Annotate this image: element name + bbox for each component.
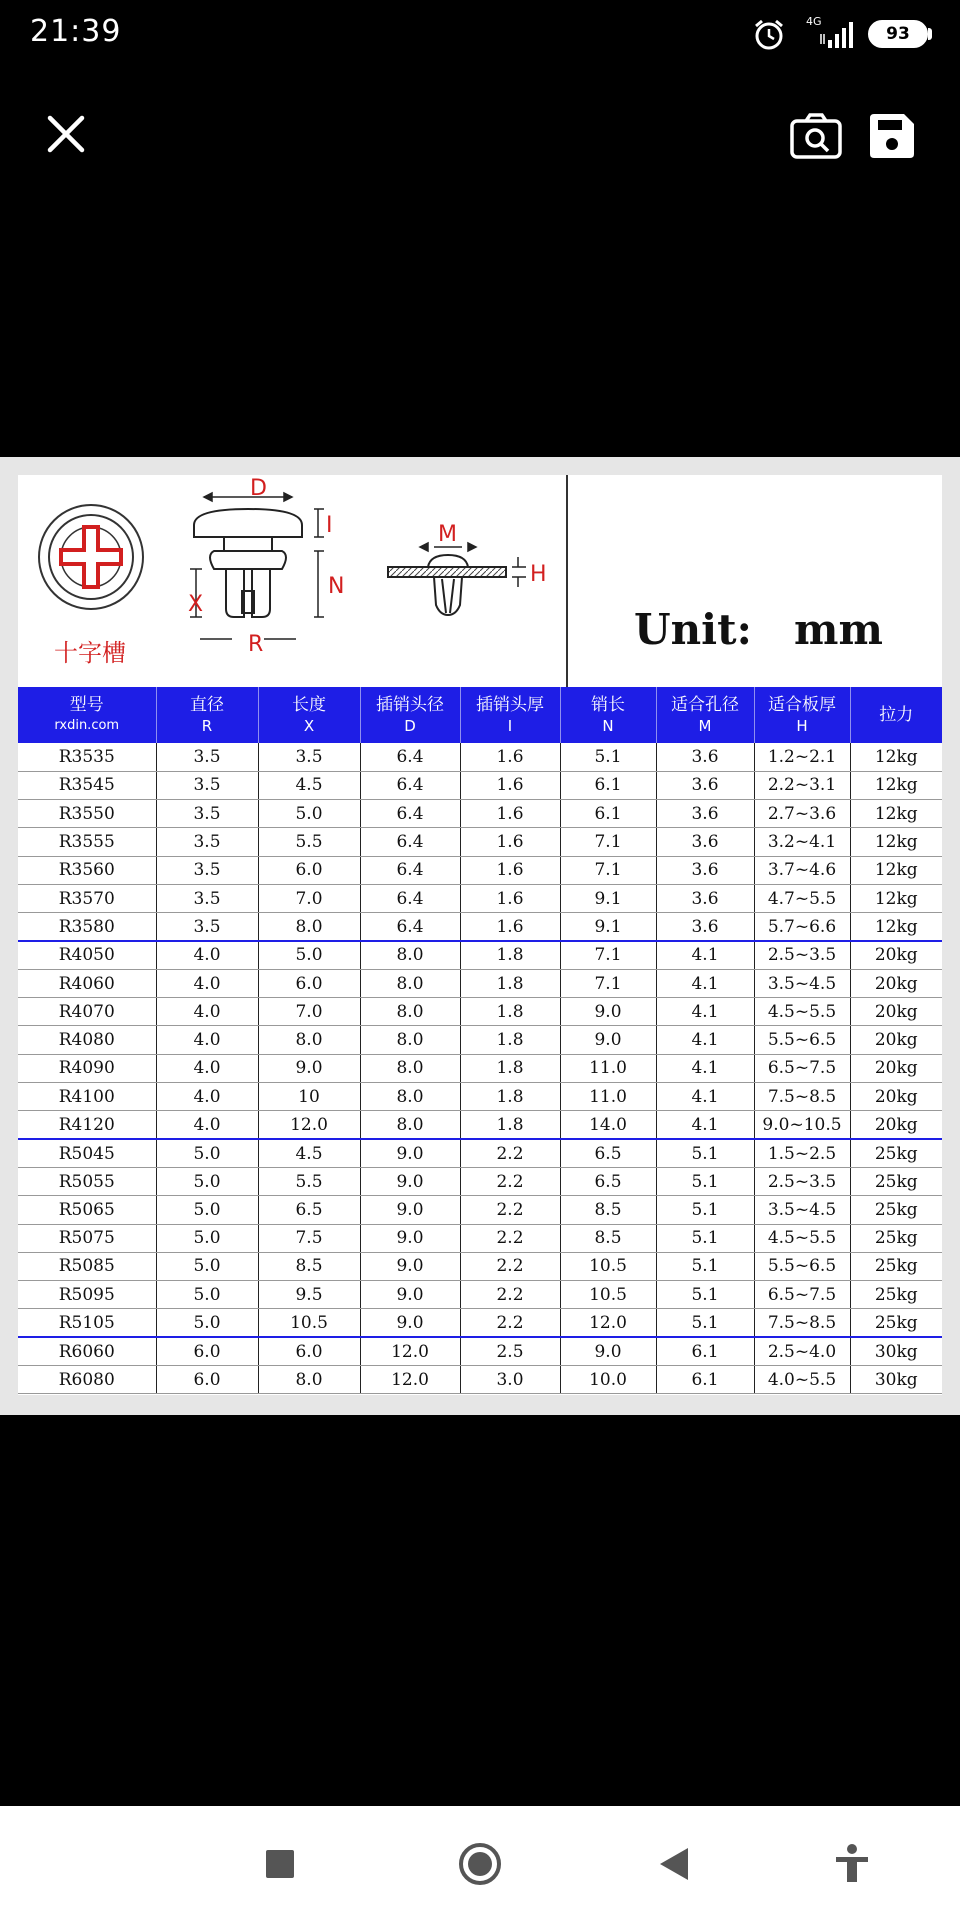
battery-tip: [928, 28, 932, 40]
table-cell: 2.7~3.6: [754, 800, 850, 828]
table-header-cell: [156, 687, 258, 743]
table-cell: 2.2~3.1: [754, 771, 850, 799]
table-cell: 8.0: [258, 1026, 360, 1054]
table-cell: R4070: [18, 998, 156, 1026]
table-cell: R3580: [18, 913, 156, 941]
table-row: [18, 771, 942, 799]
spec-sheet: [18, 475, 942, 1395]
table-cell: 25kg: [850, 1224, 942, 1252]
table-cell: 5.5~6.5: [754, 1026, 850, 1054]
table-cell: 6.0: [258, 969, 360, 997]
table-cell: 1.8: [460, 941, 560, 969]
table-cell: 10.5: [560, 1281, 656, 1309]
svg-text:H: H: [530, 562, 547, 587]
table-cell: 4.1: [656, 1083, 754, 1111]
table-cell: 4.1: [656, 1111, 754, 1139]
table-cell: 30kg: [850, 1337, 942, 1365]
table-cell: 5.0: [156, 1309, 258, 1337]
table-cell: 2.2: [460, 1139, 560, 1167]
table-cell: 9.0: [360, 1281, 460, 1309]
table-row: [18, 1252, 942, 1280]
table-cell: 3.6: [656, 771, 754, 799]
table-cell: 30kg: [850, 1366, 942, 1394]
table-cell: 3.5: [156, 856, 258, 884]
table-cell: 20kg: [850, 998, 942, 1026]
table-cell: 4.0: [156, 1083, 258, 1111]
table-cell: 20kg: [850, 941, 942, 969]
table-cell: 8.0: [258, 1366, 360, 1394]
home-icon[interactable]: [456, 1840, 504, 1888]
table-cell: R6060: [18, 1337, 156, 1365]
table-cell: 3.5: [156, 800, 258, 828]
table-cell: 6.5~7.5: [754, 1281, 850, 1309]
table-cell: 4.0~5.5: [754, 1366, 850, 1394]
table-row: [18, 1054, 942, 1082]
table-cell: 6.4: [360, 856, 460, 884]
table-header-cell: [656, 687, 754, 743]
table-cell: R4090: [18, 1054, 156, 1082]
table-cell: 7.1: [560, 969, 656, 997]
table-cell: R3550: [18, 800, 156, 828]
table-cell: 11.0: [560, 1054, 656, 1082]
header-symbol: M: [698, 717, 712, 735]
table-cell: 5.1: [656, 1224, 754, 1252]
table-cell: R5065: [18, 1196, 156, 1224]
table-body: [18, 743, 942, 1394]
table-cell: R6080: [18, 1366, 156, 1394]
table-cell: 2.2: [460, 1309, 560, 1337]
table-cell: R5055: [18, 1167, 156, 1195]
table-cell: R4080: [18, 1026, 156, 1054]
table-cell: 4.1: [656, 941, 754, 969]
table-cell: 11.0: [560, 1083, 656, 1111]
table-row: [18, 941, 942, 969]
svg-text:I: I: [326, 513, 333, 538]
table-cell: 10.0: [560, 1366, 656, 1394]
table-cell: 4.1: [656, 1026, 754, 1054]
unit-label: [634, 605, 883, 654]
table-cell: 6.4: [360, 800, 460, 828]
svg-text:N: N: [328, 574, 345, 599]
table-cell: 9.0: [560, 998, 656, 1026]
table-cell: 3.6: [656, 800, 754, 828]
table-cell: 7.1: [560, 856, 656, 884]
diagram-area: [18, 475, 942, 687]
table-cell: 1.6: [460, 856, 560, 884]
table-cell: 25kg: [850, 1252, 942, 1280]
table-cell: 7.5~8.5: [754, 1309, 850, 1337]
table-cell: 2.5~3.5: [754, 1167, 850, 1195]
diagram-divider: [566, 475, 568, 687]
table-cell: R4050: [18, 941, 156, 969]
table-cell: 5.0: [258, 941, 360, 969]
table-header-row: [18, 687, 942, 743]
table-cell: 7.1: [560, 941, 656, 969]
table-cell: R3545: [18, 771, 156, 799]
table-cell: 7.0: [258, 998, 360, 1026]
table-cell: R4100: [18, 1083, 156, 1111]
header-label: 适合板厚: [768, 695, 836, 715]
nav-bar: [0, 1806, 960, 1920]
table-cell: 1.8: [460, 1054, 560, 1082]
table-cell: 4.1: [656, 969, 754, 997]
table-cell: 2.2: [460, 1281, 560, 1309]
recent-apps-icon[interactable]: [256, 1840, 304, 1888]
table-cell: 10.5: [560, 1252, 656, 1280]
svg-text:X: X: [188, 592, 204, 617]
table-cell: 5.0: [156, 1281, 258, 1309]
table-cell: 6.4: [360, 828, 460, 856]
table-cell: 2.5~3.5: [754, 941, 850, 969]
table-cell: 25kg: [850, 1196, 942, 1224]
table-cell: R4060: [18, 969, 156, 997]
table-cell: 25kg: [850, 1139, 942, 1167]
table-cell: 1.8: [460, 1026, 560, 1054]
table-cell: 5.1: [656, 1167, 754, 1195]
table-cell: R3560: [18, 856, 156, 884]
table-row: [18, 1196, 942, 1224]
table-row: [18, 800, 942, 828]
table-cell: 9.0: [360, 1252, 460, 1280]
table-cell: 5.1: [560, 743, 656, 771]
table-header-cell: [850, 687, 942, 743]
header-symbol: N: [602, 717, 614, 735]
table-cell: 3.5: [156, 743, 258, 771]
table-cell: 1.6: [460, 800, 560, 828]
table-row: [18, 743, 942, 771]
table-cell: 12kg: [850, 828, 942, 856]
table-cell: 1.8: [460, 1083, 560, 1111]
accessibility-icon[interactable]: [828, 1840, 876, 1888]
table-cell: 14.0: [560, 1111, 656, 1139]
table-cell: 1.6: [460, 884, 560, 912]
table-header-cell: [460, 687, 560, 743]
table-cell: 12kg: [850, 743, 942, 771]
table-header-cell: [560, 687, 656, 743]
table-row: [18, 1337, 942, 1365]
header-symbol: H: [796, 717, 808, 735]
header-label: 拉力: [879, 705, 914, 725]
table-cell: 9.1: [560, 913, 656, 941]
svg-text:R: R: [248, 632, 264, 657]
table-row: [18, 1224, 942, 1252]
table-cell: 8.5: [258, 1252, 360, 1280]
table-cell: 7.0: [258, 884, 360, 912]
table-row: [18, 828, 942, 856]
table-cell: 4.0: [156, 1111, 258, 1139]
table-cell: 8.0: [360, 1111, 460, 1139]
table-cell: R5095: [18, 1281, 156, 1309]
table-cell: 7.5~8.5: [754, 1083, 850, 1111]
signal-icon: [820, 20, 856, 48]
table-header-cell: [18, 687, 156, 743]
table-cell: 2.5: [460, 1337, 560, 1365]
table-cell: 9.1: [560, 884, 656, 912]
table-cell: 5.7~6.6: [754, 913, 850, 941]
table-cell: 6.0: [258, 1337, 360, 1365]
table-cell: 9.0: [360, 1309, 460, 1337]
table-cell: 1.8: [460, 998, 560, 1026]
table-cell: 5.0: [156, 1196, 258, 1224]
table-cell: R3535: [18, 743, 156, 771]
back-icon[interactable]: [652, 1840, 700, 1888]
cross-slot-label: 十字槽: [54, 639, 126, 667]
table-cell: 12kg: [850, 884, 942, 912]
network-type: 4G: [806, 15, 822, 28]
table-row: [18, 1026, 942, 1054]
table-row: [18, 1366, 942, 1394]
table-cell: 10.5: [258, 1309, 360, 1337]
table-cell: 9.0: [360, 1224, 460, 1252]
table-cell: 9.0~10.5: [754, 1111, 850, 1139]
table-row: [18, 1139, 942, 1167]
table-cell: 6.0: [156, 1366, 258, 1394]
table-cell: 4.0: [156, 1026, 258, 1054]
table-cell: 6.1: [656, 1337, 754, 1365]
table-cell: 2.2: [460, 1224, 560, 1252]
table-cell: 4.0: [156, 969, 258, 997]
table-cell: 25kg: [850, 1167, 942, 1195]
header-label: 长度: [292, 695, 326, 715]
table-cell: 1.2~2.1: [754, 743, 850, 771]
table-cell: 12.0: [560, 1309, 656, 1337]
table-cell: 3.6: [656, 856, 754, 884]
table-cell: 12.0: [360, 1366, 460, 1394]
unit-value: mm: [794, 605, 883, 654]
table-cell: 1.6: [460, 828, 560, 856]
table-cell: 5.0: [156, 1139, 258, 1167]
table-cell: 2.2: [460, 1167, 560, 1195]
save-button[interactable]: [868, 112, 916, 160]
table-cell: 12kg: [850, 771, 942, 799]
table-cell: 12kg: [850, 800, 942, 828]
table-cell: 3.5: [156, 828, 258, 856]
table-cell: 3.6: [656, 828, 754, 856]
table-cell: 6.0: [258, 856, 360, 884]
table-cell: 3.0: [460, 1366, 560, 1394]
table-cell: 9.0: [258, 1054, 360, 1082]
table-row: [18, 969, 942, 997]
header-symbol: X: [303, 717, 315, 735]
table-row: [18, 1167, 942, 1195]
table-cell: 9.5: [258, 1281, 360, 1309]
table-cell: 2.2: [460, 1196, 560, 1224]
clock: 21:39: [30, 14, 122, 49]
table-cell: 3.5: [156, 884, 258, 912]
table-cell: 6.4: [360, 913, 460, 941]
table-cell: 9.0: [360, 1139, 460, 1167]
table-cell: R3555: [18, 828, 156, 856]
table-cell: 5.1: [656, 1309, 754, 1337]
table-header-cell: [754, 687, 850, 743]
table-cell: 6.4: [360, 884, 460, 912]
table-cell: 12kg: [850, 856, 942, 884]
cross-slot-head-icon: [39, 505, 143, 609]
table-cell: 12kg: [850, 913, 942, 941]
table-cell: 3.6: [656, 913, 754, 941]
table-cell: 5.0: [156, 1167, 258, 1195]
close-button[interactable]: [44, 112, 88, 156]
header-symbol: I: [507, 717, 513, 735]
table-cell: 5.0: [156, 1224, 258, 1252]
table-cell: 12.0: [360, 1337, 460, 1365]
table-cell: 5.5: [258, 828, 360, 856]
table-cell: 1.6: [460, 743, 560, 771]
table-row: [18, 1281, 942, 1309]
table-cell: 3.5: [156, 771, 258, 799]
table-cell: 4.5~5.5: [754, 998, 850, 1026]
table-cell: 4.1: [656, 1054, 754, 1082]
table-cell: 4.5~5.5: [754, 1224, 850, 1252]
table-cell: 8.0: [360, 969, 460, 997]
table-cell: 1.8: [460, 969, 560, 997]
spec-table: [18, 687, 942, 1394]
table-cell: 6.5~7.5: [754, 1054, 850, 1082]
header-symbol: rxdin.com: [54, 718, 120, 733]
table-cell: 4.0: [156, 941, 258, 969]
table-cell: 8.0: [360, 1083, 460, 1111]
table-cell: 8.0: [360, 1054, 460, 1082]
table-cell: 4.5: [258, 771, 360, 799]
table-cell: 10: [258, 1083, 360, 1111]
table-cell: 3.5: [258, 743, 360, 771]
table-cell: 1.6: [460, 771, 560, 799]
table-row: [18, 998, 942, 1026]
table-row: [18, 1309, 942, 1337]
table-cell: 5.5~6.5: [754, 1252, 850, 1280]
table-row: [18, 1111, 942, 1139]
table-cell: 8.5: [560, 1196, 656, 1224]
table-cell: 4.5: [258, 1139, 360, 1167]
table-cell: 5.1: [656, 1139, 754, 1167]
alarm-icon: [752, 18, 786, 52]
table-cell: 1.5~2.5: [754, 1139, 850, 1167]
table-cell: 7.5: [258, 1224, 360, 1252]
table-row: [18, 856, 942, 884]
table-cell: R5075: [18, 1224, 156, 1252]
table-cell: 3.5~4.5: [754, 969, 850, 997]
table-cell: 6.1: [560, 800, 656, 828]
table-cell: 6.5: [560, 1167, 656, 1195]
table-cell: 5.1: [656, 1196, 754, 1224]
table-cell: 20kg: [850, 1026, 942, 1054]
table-cell: 20kg: [850, 1054, 942, 1082]
table-cell: 9.0: [360, 1167, 460, 1195]
table-cell: 6.5: [560, 1139, 656, 1167]
table-cell: 3.6: [656, 743, 754, 771]
header-label: 销长: [591, 695, 625, 715]
table-cell: 8.5: [560, 1224, 656, 1252]
table-cell: 8.0: [360, 1026, 460, 1054]
table-cell: 6.1: [656, 1366, 754, 1394]
table-cell: R3570: [18, 884, 156, 912]
table-cell: 5.5: [258, 1167, 360, 1195]
header-symbol: D: [404, 717, 416, 735]
table-cell: 2.5~4.0: [754, 1337, 850, 1365]
table-cell: 20kg: [850, 969, 942, 997]
header-label: 直径: [190, 695, 224, 715]
table-cell: 3.5: [156, 913, 258, 941]
table-row: [18, 913, 942, 941]
lens-search-button[interactable]: [790, 112, 842, 160]
table-row: [18, 1083, 942, 1111]
unit-label-text: Unit:: [634, 605, 753, 654]
table-cell: R5085: [18, 1252, 156, 1280]
table-cell: 20kg: [850, 1083, 942, 1111]
header-label: 适合孔径: [671, 695, 739, 715]
table-cell: R5105: [18, 1309, 156, 1337]
table-cell: 8.0: [360, 941, 460, 969]
table-cell: 6.1: [560, 771, 656, 799]
table-cell: 6.4: [360, 771, 460, 799]
table-cell: 3.6: [656, 884, 754, 912]
header-symbol: R: [201, 717, 213, 735]
table-cell: 6.5: [258, 1196, 360, 1224]
table-cell: 3.2~4.1: [754, 828, 850, 856]
table-cell: 5.1: [656, 1281, 754, 1309]
table-row: [18, 884, 942, 912]
table-cell: 12.0: [258, 1111, 360, 1139]
table-header-cell: [258, 687, 360, 743]
table-cell: 1.8: [460, 1111, 560, 1139]
battery-icon: 93: [868, 20, 928, 48]
table-cell: 1.6: [460, 913, 560, 941]
table-cell: 6.4: [360, 743, 460, 771]
table-cell: 20kg: [850, 1111, 942, 1139]
table-cell: 9.0: [560, 1337, 656, 1365]
table-cell: 3.5~4.5: [754, 1196, 850, 1224]
table-cell: 2.2: [460, 1252, 560, 1280]
table-cell: 9.0: [360, 1196, 460, 1224]
table-header-cell: [360, 687, 460, 743]
header-label: 型号: [69, 695, 104, 715]
table-cell: 7.1: [560, 828, 656, 856]
table-cell: 8.0: [360, 998, 460, 1026]
image-panel: [0, 457, 960, 1415]
table-cell: 8.0: [258, 913, 360, 941]
svg-text:M: M: [438, 522, 457, 547]
table-cell: R4120: [18, 1111, 156, 1139]
table-cell: 4.1: [656, 998, 754, 1026]
header-label: 插销头径: [376, 695, 444, 715]
status-bar: [0, 0, 960, 68]
header-label: 插销头厚: [476, 695, 544, 715]
table-cell: 4.7~5.5: [754, 884, 850, 912]
table-cell: 5.0: [156, 1252, 258, 1280]
table-cell: 3.7~4.6: [754, 856, 850, 884]
table-cell: 4.0: [156, 1054, 258, 1082]
table-cell: 9.0: [560, 1026, 656, 1054]
table-cell: 6.0: [156, 1337, 258, 1365]
table-cell: 5.0: [258, 800, 360, 828]
table-cell: 5.1: [656, 1252, 754, 1280]
table-cell: 25kg: [850, 1281, 942, 1309]
table-cell: 25kg: [850, 1309, 942, 1337]
table-cell: 4.0: [156, 998, 258, 1026]
table-cell: R5045: [18, 1139, 156, 1167]
svg-text:D: D: [250, 476, 267, 501]
